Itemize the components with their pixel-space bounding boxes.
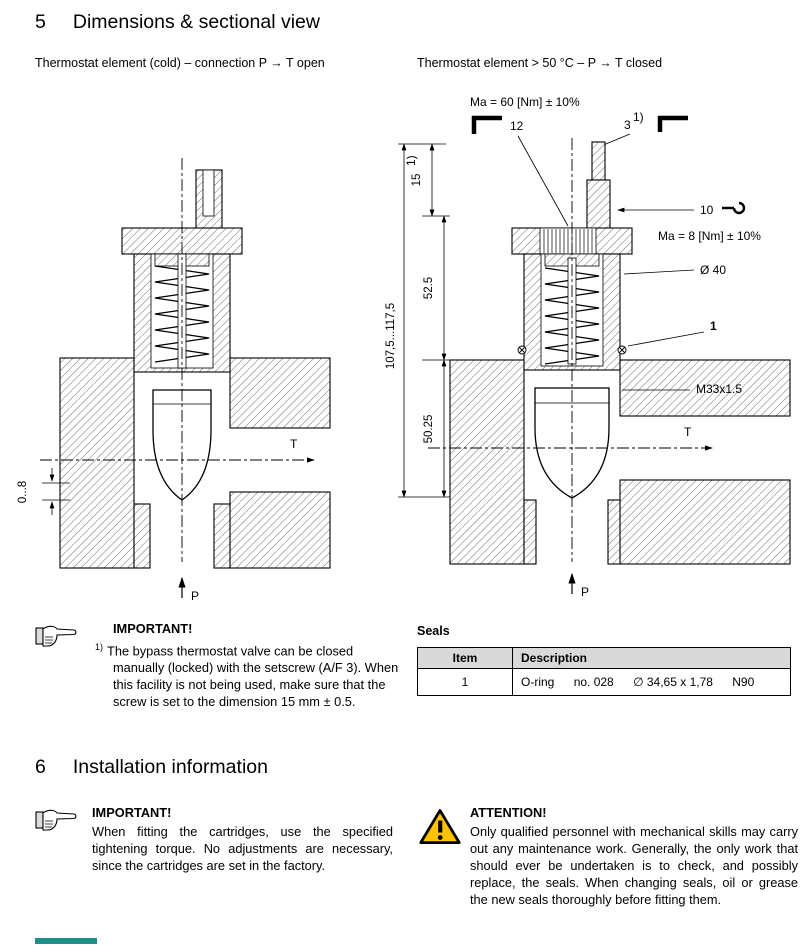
subtitle-right: Thermostat element > 50 °C – P → T closed: [417, 56, 663, 70]
label-p-port: P: [191, 589, 200, 603]
note2-text: When fitting the cartridges, use the specified tightening torque. No adjustments are necessary, since the cartridges are set in the factory.: [92, 824, 393, 873]
label-ma8: Ma = 8 [Nm] ± 10%: [658, 229, 761, 243]
dim-52-5-label: 52.5: [423, 276, 435, 300]
right-sectional-drawing: [385, 88, 802, 622]
note1-text: The bypass thermostat valve can be closed manually (locked) with the setscrew (A/F 3). When this facility is not being used, make sure that the screw is set to the dimension 15 mm ± 0.5.: [107, 643, 399, 710]
seal-size: ∅ 34,65 x 1,78: [633, 675, 713, 689]
pointing-hand-icon: [35, 623, 79, 649]
seals-title: Seals: [417, 624, 450, 638]
label-item3: 3: [624, 118, 631, 132]
dim-50-25-label: 50.25: [423, 414, 435, 444]
section5-title: Dimensions & sectional view: [72, 11, 320, 33]
seals-item-cell: 1: [418, 669, 513, 696]
setscrew: [587, 142, 610, 230]
dim-107-label: 107,5...117,5: [385, 302, 397, 370]
note3-title: ATTENTION!: [470, 805, 547, 820]
note1-body: [95, 639, 401, 710]
important-note-1: [35, 620, 401, 710]
callout-item10: [618, 203, 744, 217]
leader-item12: [518, 136, 568, 226]
dim-0-8-label: 0...8: [17, 480, 29, 504]
seals-col-item: Item: [418, 648, 513, 669]
seal-number: no. 028: [573, 675, 614, 689]
important-note-2: [35, 804, 393, 874]
dim-group: [385, 144, 450, 497]
wrench-icon: [722, 203, 744, 213]
dim-15-sup: 1): [404, 155, 418, 166]
seal-name: O-ring: [521, 675, 555, 689]
svg-text:M33x1.5: M33x1.5: [696, 382, 743, 396]
section6-title: Installation information: [72, 756, 268, 778]
seal-material: N90: [732, 675, 755, 689]
seals-col-description: Description: [513, 648, 791, 669]
label-t-port: T: [684, 425, 692, 439]
subtitle-left: Thermostat element (cold) – connection P → T open: [35, 56, 325, 70]
dim-15-label: 15: [411, 173, 423, 187]
section6-number: 6: [35, 756, 46, 778]
label-p-port: P: [581, 585, 590, 599]
note2-title: IMPORTANT!: [92, 805, 172, 820]
svg-text:Ø 40: Ø 40: [700, 263, 727, 277]
label-t-port: T: [290, 437, 298, 451]
section6-heading: [35, 756, 268, 779]
attention-note: [418, 804, 798, 908]
seals-header-row: [418, 648, 791, 669]
pointing-hand-icon: [35, 807, 79, 833]
note1-footnote-marker: 1): [95, 642, 104, 652]
left-sectional-drawing: [12, 92, 344, 620]
callout-item1: [628, 319, 717, 346]
torque-symbol-right: [660, 118, 688, 132]
callout-dia40: [624, 263, 726, 277]
table-row: [418, 669, 791, 696]
svg-text:10: 10: [700, 203, 714, 217]
warning-triangle-icon: [418, 807, 462, 847]
label-ma60: Ma = 60 [Nm] ± 10%: [470, 95, 580, 109]
note3-text: Only qualified personnel with mechanical skills may carry out any maintenance work. Generally, the only work that should ever be undertaken is to check, and possibly replace, the seals. When changing seals, oil or grease the new seals thoroughly before fitting them.: [470, 824, 798, 907]
label-item12: 12: [510, 119, 524, 133]
note1-title: IMPORTANT!: [113, 621, 193, 636]
section5-number: 5: [35, 11, 46, 33]
seals-table: [417, 647, 791, 696]
label-item3-sup: 1): [633, 110, 644, 124]
svg-text:1: 1: [710, 319, 717, 333]
footer-accent: [35, 938, 97, 944]
seals-description-cell: [513, 669, 791, 696]
torque-symbol-left: [474, 118, 502, 134]
section5-heading: [35, 11, 320, 34]
